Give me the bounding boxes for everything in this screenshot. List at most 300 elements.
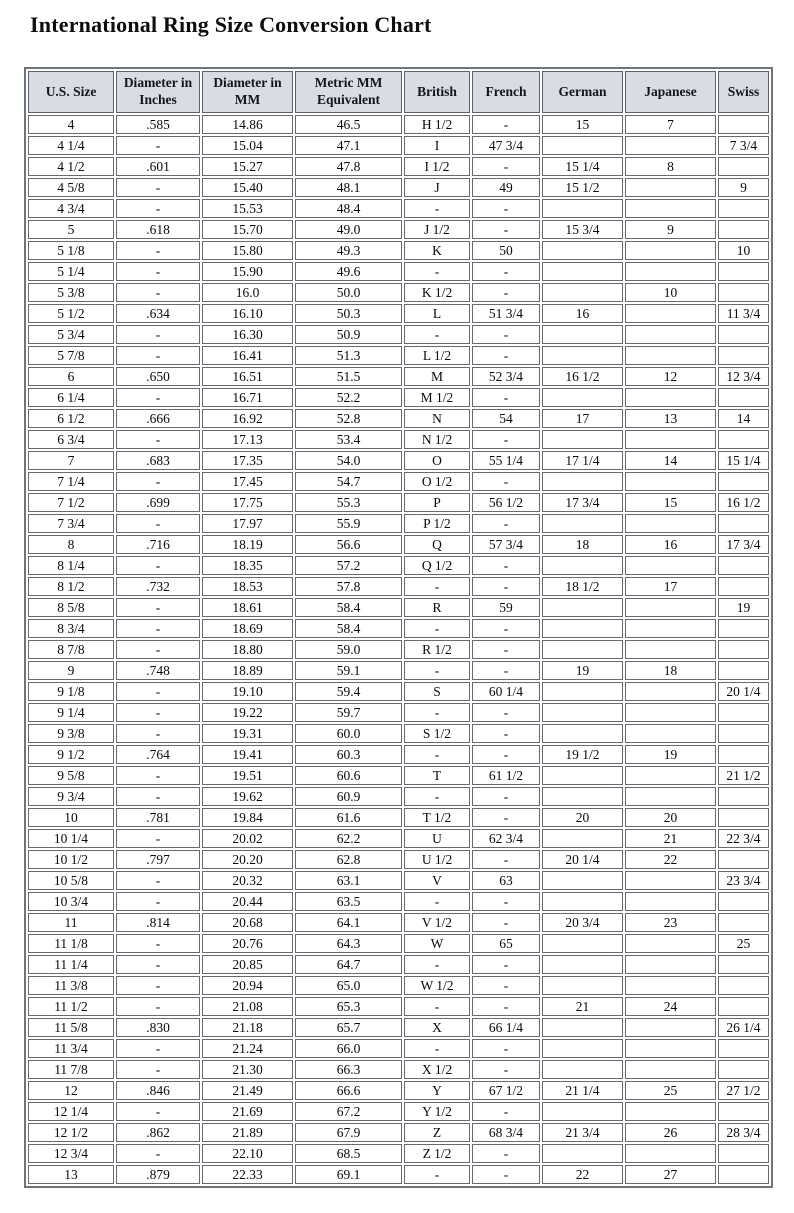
table-cell: - (472, 1039, 540, 1058)
table-cell: 52 3/4 (472, 367, 540, 386)
table-cell: - (404, 1039, 470, 1058)
table-cell: 65.7 (295, 1018, 402, 1037)
table-cell: 4 1/4 (28, 136, 114, 155)
table-cell: 9 3/4 (28, 787, 114, 806)
table-cell: 9 1/2 (28, 745, 114, 764)
table-cell: 18 (625, 661, 716, 680)
table-cell: 66 1/4 (472, 1018, 540, 1037)
table-cell: 12 1/2 (28, 1123, 114, 1142)
table-cell: - (404, 325, 470, 344)
table-cell: V 1/2 (404, 913, 470, 932)
table-cell: - (472, 976, 540, 995)
table-cell: - (472, 325, 540, 344)
table-cell (542, 829, 623, 848)
table-cell (625, 955, 716, 974)
table-row (28, 199, 769, 218)
table-cell: .666 (116, 409, 200, 428)
table-cell: 11 3/4 (718, 304, 769, 323)
table-cell: - (116, 241, 200, 260)
table-cell (718, 808, 769, 827)
table-cell: - (472, 913, 540, 932)
table-cell: Q 1/2 (404, 556, 470, 575)
table-cell: 16 1/2 (542, 367, 623, 386)
table-cell (718, 1060, 769, 1079)
table-cell: 16.30 (202, 325, 293, 344)
table-row (28, 283, 769, 302)
table-row (28, 766, 769, 785)
table-cell: N 1/2 (404, 430, 470, 449)
table-row (28, 892, 769, 911)
table-cell: 46.5 (295, 115, 402, 134)
table-cell (542, 1144, 623, 1163)
column-header: Diameter in Inches (116, 71, 200, 113)
table-cell: 17 1/4 (542, 451, 623, 470)
table-cell: - (472, 115, 540, 134)
table-cell: 18 1/2 (542, 577, 623, 596)
table-cell: 60.0 (295, 724, 402, 743)
table-cell: 60 1/4 (472, 682, 540, 701)
table-cell: 23 (625, 913, 716, 932)
table-cell: 11 3/8 (28, 976, 114, 995)
table-cell: 26 (625, 1123, 716, 1142)
table-cell (542, 1060, 623, 1079)
table-cell: .814 (116, 913, 200, 932)
table-cell: - (116, 199, 200, 218)
table-cell: Y (404, 1081, 470, 1100)
table-cell: 11 5/8 (28, 1018, 114, 1037)
table-cell: 59.1 (295, 661, 402, 680)
table-cell: 14 (718, 409, 769, 428)
table-cell: 65.0 (295, 976, 402, 995)
table-cell: 15 1/2 (542, 178, 623, 197)
table-cell: - (116, 388, 200, 407)
table-cell (542, 1039, 623, 1058)
table-cell: 10 5/8 (28, 871, 114, 890)
table-cell: S (404, 682, 470, 701)
table-cell: 62 3/4 (472, 829, 540, 848)
table-cell: 7 3/4 (28, 514, 114, 533)
table-cell: Y 1/2 (404, 1102, 470, 1121)
table-cell: 15.04 (202, 136, 293, 155)
table-cell: - (116, 472, 200, 491)
table-cell: 21.49 (202, 1081, 293, 1100)
table-cell (718, 745, 769, 764)
table-cell: 63.1 (295, 871, 402, 890)
table-cell: 16.41 (202, 346, 293, 365)
table-cell: 8 1/4 (28, 556, 114, 575)
table-cell: 17 (542, 409, 623, 428)
table-cell: - (472, 262, 540, 281)
table-cell (542, 703, 623, 722)
table-cell: S 1/2 (404, 724, 470, 743)
table-cell: - (116, 787, 200, 806)
table-cell: 15.53 (202, 199, 293, 218)
table-cell: 21 3/4 (542, 1123, 623, 1142)
table-cell: 66.3 (295, 1060, 402, 1079)
table-cell: - (404, 661, 470, 680)
table-row (28, 430, 769, 449)
table-cell: 7 1/2 (28, 493, 114, 512)
table-cell: - (472, 1060, 540, 1079)
table-cell: 47.8 (295, 157, 402, 176)
table-cell: 60.3 (295, 745, 402, 764)
table-cell: 7 (28, 451, 114, 470)
table-cell: - (472, 472, 540, 491)
table-cell: 63.5 (295, 892, 402, 911)
table-cell: 59.0 (295, 640, 402, 659)
table-cell: - (404, 997, 470, 1016)
table-cell: - (116, 829, 200, 848)
table-cell: - (116, 997, 200, 1016)
column-header: Diameter in MM (202, 71, 293, 113)
table-cell: - (116, 1060, 200, 1079)
table-row (28, 514, 769, 533)
table-cell: - (404, 262, 470, 281)
table-cell: 49.0 (295, 220, 402, 239)
table-cell: 69.1 (295, 1165, 402, 1184)
table-cell (542, 724, 623, 743)
table-cell: 8 5/8 (28, 598, 114, 617)
table-cell: 19.62 (202, 787, 293, 806)
table-cell (718, 115, 769, 134)
table-cell: 15 3/4 (542, 220, 623, 239)
table-cell: .601 (116, 157, 200, 176)
table-cell (542, 619, 623, 638)
table-row (28, 556, 769, 575)
table-cell: 17 (625, 577, 716, 596)
table-cell: M (404, 367, 470, 386)
table-cell: 22 (542, 1165, 623, 1184)
table-cell (718, 787, 769, 806)
table-cell: 59 (472, 598, 540, 617)
table-cell (625, 1060, 716, 1079)
column-header: German (542, 71, 623, 113)
table-cell: 4 1/2 (28, 157, 114, 176)
table-cell: 52.2 (295, 388, 402, 407)
table-row (28, 997, 769, 1016)
table-cell: - (116, 325, 200, 344)
table-cell (542, 934, 623, 953)
table-row (28, 745, 769, 764)
table-row (28, 220, 769, 239)
table-cell: 18 (542, 535, 623, 554)
table-row (28, 1165, 769, 1184)
table-cell: 17 3/4 (718, 535, 769, 554)
table-cell: 15.70 (202, 220, 293, 239)
table-cell: - (116, 283, 200, 302)
table-cell: 22.10 (202, 1144, 293, 1163)
table-cell: 19.51 (202, 766, 293, 785)
table-cell: P 1/2 (404, 514, 470, 533)
table-cell (542, 199, 623, 218)
table-cell: 19.84 (202, 808, 293, 827)
table-cell (625, 682, 716, 701)
table-cell: 21.08 (202, 997, 293, 1016)
table-cell: 9 5/8 (28, 766, 114, 785)
table-cell: 53.4 (295, 430, 402, 449)
table-cell (718, 577, 769, 596)
table-cell: 14.86 (202, 115, 293, 134)
table-cell (718, 430, 769, 449)
table-cell: 8 (625, 157, 716, 176)
table-cell: 17.13 (202, 430, 293, 449)
table-cell: - (472, 892, 540, 911)
table-cell: 18.61 (202, 598, 293, 617)
table-cell: 6 (28, 367, 114, 386)
table-cell (542, 598, 623, 617)
table-cell: 17.45 (202, 472, 293, 491)
table-cell (718, 283, 769, 302)
table-cell (625, 787, 716, 806)
table-cell: 62.2 (295, 829, 402, 848)
table-cell: 19 1/2 (542, 745, 623, 764)
table-cell: - (472, 388, 540, 407)
table-cell (625, 703, 716, 722)
table-row (28, 640, 769, 659)
table-row (28, 178, 769, 197)
table-row (28, 703, 769, 722)
table-cell (718, 325, 769, 344)
table-cell: 9 1/8 (28, 682, 114, 701)
table-cell: 7 3/4 (718, 136, 769, 155)
table-cell: 17.97 (202, 514, 293, 533)
table-cell: 50.0 (295, 283, 402, 302)
table-cell: 54.7 (295, 472, 402, 491)
table-cell (625, 1144, 716, 1163)
table-cell: 21.30 (202, 1060, 293, 1079)
table-cell: 10 (625, 283, 716, 302)
table-cell (718, 850, 769, 869)
table-row (28, 157, 769, 176)
table-cell: K (404, 241, 470, 260)
table-cell: - (472, 430, 540, 449)
table-cell: W (404, 934, 470, 953)
table-cell: 19.41 (202, 745, 293, 764)
table-cell: 57 3/4 (472, 535, 540, 554)
table-cell: - (404, 745, 470, 764)
table-row (28, 136, 769, 155)
table-cell: - (472, 619, 540, 638)
table-cell: - (116, 724, 200, 743)
table-cell: L 1/2 (404, 346, 470, 365)
table-row (28, 241, 769, 260)
table-cell: 21.24 (202, 1039, 293, 1058)
table-cell: - (472, 997, 540, 1016)
table-cell: - (472, 703, 540, 722)
table-cell (718, 703, 769, 722)
table-cell: 10 (28, 808, 114, 827)
table-cell (625, 304, 716, 323)
table-cell: 56 1/2 (472, 493, 540, 512)
table-cell: - (404, 199, 470, 218)
table-cell: 4 3/4 (28, 199, 114, 218)
table-cell: - (116, 136, 200, 155)
table-cell: .830 (116, 1018, 200, 1037)
table-cell (542, 325, 623, 344)
table-row (28, 829, 769, 848)
table-cell (718, 472, 769, 491)
table-cell: 16.0 (202, 283, 293, 302)
table-cell (625, 640, 716, 659)
table-cell: 55.3 (295, 493, 402, 512)
table-cell: 56.6 (295, 535, 402, 554)
table-cell: 25 (625, 1081, 716, 1100)
table-cell (718, 955, 769, 974)
table-cell: 9 (718, 178, 769, 197)
column-header: Metric MM Equivalent (295, 71, 402, 113)
table-cell (718, 220, 769, 239)
table-cell: 22 3/4 (718, 829, 769, 848)
table-row (28, 619, 769, 638)
table-cell (542, 1018, 623, 1037)
table-row (28, 493, 769, 512)
table-cell: .732 (116, 577, 200, 596)
table-cell: 68 3/4 (472, 1123, 540, 1142)
table-cell: - (472, 850, 540, 869)
table-cell: - (116, 430, 200, 449)
table-cell: 19 (718, 598, 769, 617)
table-cell: 25 (718, 934, 769, 953)
table-cell: - (116, 178, 200, 197)
table-cell (625, 136, 716, 155)
table-cell: 20 (625, 808, 716, 827)
table-cell: - (472, 1144, 540, 1163)
ring-size-conversion-table (24, 67, 773, 1188)
table-cell: 67 1/2 (472, 1081, 540, 1100)
table-cell: K 1/2 (404, 283, 470, 302)
table-cell: 10 1/2 (28, 850, 114, 869)
table-cell: 60.6 (295, 766, 402, 785)
table-cell: 5 1/2 (28, 304, 114, 323)
table-cell: 12 (625, 367, 716, 386)
table-cell: V (404, 871, 470, 890)
table-cell: 16 1/2 (718, 493, 769, 512)
table-cell: X 1/2 (404, 1060, 470, 1079)
table-cell: 54.0 (295, 451, 402, 470)
table-cell: 6 1/4 (28, 388, 114, 407)
table-cell: 20.94 (202, 976, 293, 995)
table-cell: R 1/2 (404, 640, 470, 659)
table-cell (625, 1102, 716, 1121)
table-row (28, 682, 769, 701)
table-container (24, 67, 794, 1188)
table-cell: 20 1/4 (718, 682, 769, 701)
table-cell (542, 136, 623, 155)
table-row (28, 955, 769, 974)
table-cell: - (116, 871, 200, 890)
table-cell (542, 892, 623, 911)
table-cell: T (404, 766, 470, 785)
table-cell: - (404, 892, 470, 911)
table-cell (625, 388, 716, 407)
table-cell: - (116, 682, 200, 701)
table-cell: 4 5/8 (28, 178, 114, 197)
table-cell: - (404, 619, 470, 638)
table-cell: - (116, 955, 200, 974)
table-cell (718, 997, 769, 1016)
table-cell: - (472, 640, 540, 659)
table-cell: .781 (116, 808, 200, 827)
table-cell: 11 3/4 (28, 1039, 114, 1058)
table-cell: 64.7 (295, 955, 402, 974)
table-cell: - (116, 640, 200, 659)
table-cell: 67.9 (295, 1123, 402, 1142)
table-cell (625, 430, 716, 449)
table-cell (542, 766, 623, 785)
table-row (28, 304, 769, 323)
table-cell: 18.19 (202, 535, 293, 554)
table-row (28, 787, 769, 806)
table-cell: 8 3/4 (28, 619, 114, 638)
table-cell: - (472, 514, 540, 533)
table-row (28, 871, 769, 890)
table-cell: 10 1/4 (28, 829, 114, 848)
table-cell: 61 1/2 (472, 766, 540, 785)
table-row (28, 325, 769, 344)
table-cell: .650 (116, 367, 200, 386)
table-row (28, 409, 769, 428)
table-row (28, 388, 769, 407)
column-header: British (404, 71, 470, 113)
table-cell: 47.1 (295, 136, 402, 155)
table-cell: 58.4 (295, 619, 402, 638)
table-row (28, 367, 769, 386)
table-cell (625, 934, 716, 953)
table-row (28, 115, 769, 134)
table-cell: - (116, 262, 200, 281)
table-cell: 20.85 (202, 955, 293, 974)
table-cell (625, 199, 716, 218)
table-cell: - (472, 724, 540, 743)
table-cell: U 1/2 (404, 850, 470, 869)
table-cell: 47 3/4 (472, 136, 540, 155)
table-cell: .879 (116, 1165, 200, 1184)
table-cell: 28 3/4 (718, 1123, 769, 1142)
table-cell: 20 3/4 (542, 913, 623, 932)
table-cell: .764 (116, 745, 200, 764)
table-cell: - (472, 661, 540, 680)
table-cell (542, 871, 623, 890)
table-cell: 16.71 (202, 388, 293, 407)
table-cell: - (472, 745, 540, 764)
table-cell (625, 976, 716, 995)
table-cell: I (404, 136, 470, 155)
table-cell: 11 (28, 913, 114, 932)
table-cell (718, 262, 769, 281)
table-cell: 58.4 (295, 598, 402, 617)
table-cell: 6 3/4 (28, 430, 114, 449)
table-cell (718, 514, 769, 533)
table-cell (542, 388, 623, 407)
table-cell: 21 1/2 (718, 766, 769, 785)
table-row (28, 262, 769, 281)
table-cell: 18.89 (202, 661, 293, 680)
table-cell (718, 1039, 769, 1058)
table-cell: - (116, 703, 200, 722)
table-cell: 57.8 (295, 577, 402, 596)
table-cell: - (116, 1102, 200, 1121)
table-row (28, 451, 769, 470)
table-cell: 52.8 (295, 409, 402, 428)
table-cell: 61.6 (295, 808, 402, 827)
table-cell: 19 (625, 745, 716, 764)
table-cell: 10 3/4 (28, 892, 114, 911)
table-cell: - (116, 514, 200, 533)
table-cell: - (472, 787, 540, 806)
table-cell: - (472, 556, 540, 575)
table-cell: 15 1/4 (718, 451, 769, 470)
table-cell: 12 (28, 1081, 114, 1100)
